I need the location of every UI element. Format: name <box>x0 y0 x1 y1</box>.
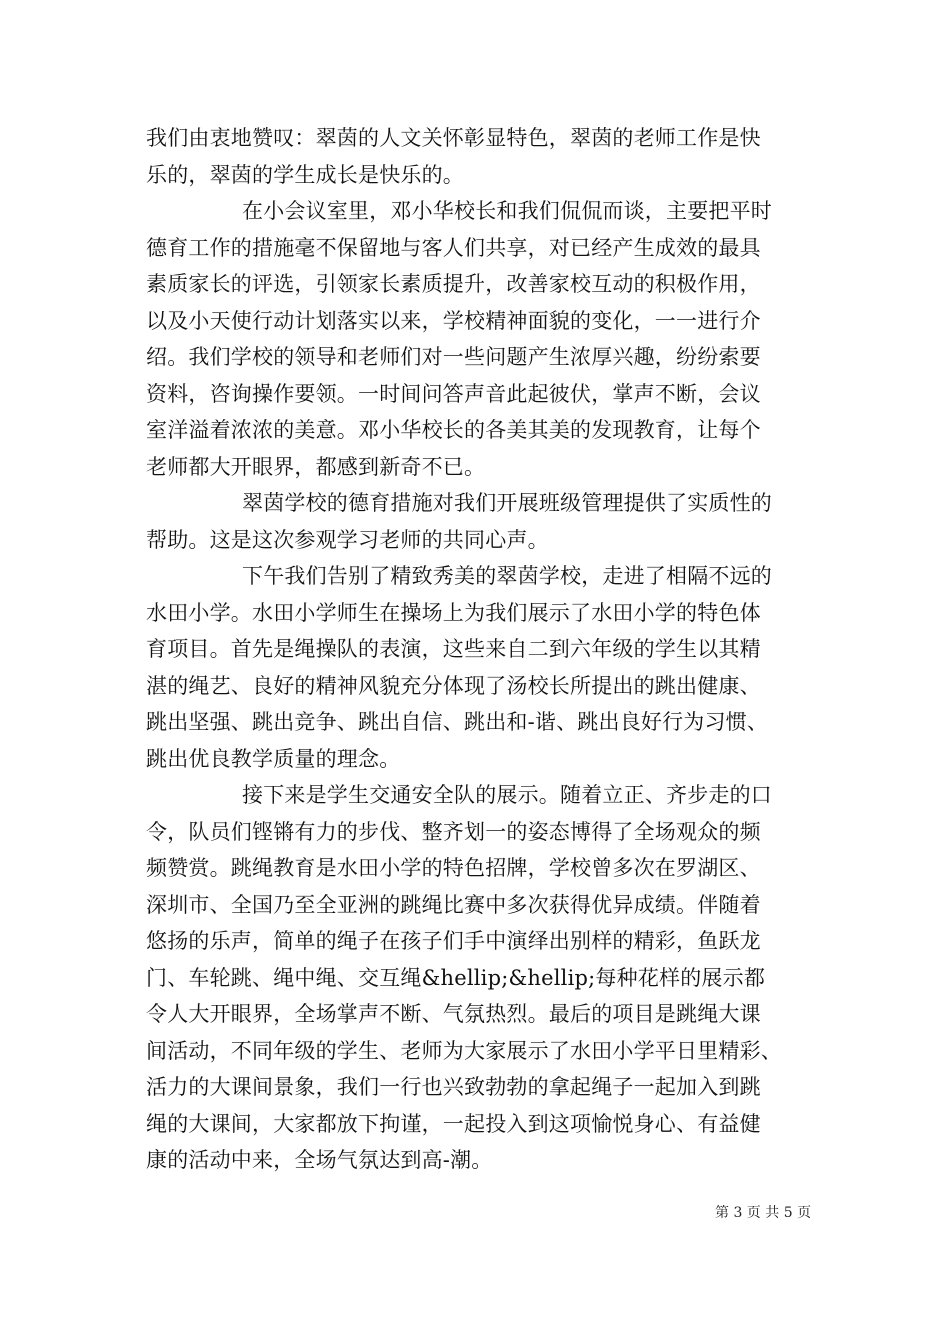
text-line: 间活动，不同年级的学生、老师为大家展示了水田小学平日里精彩、 <box>146 1038 782 1063</box>
text-line: 令人大开眼界，全场掌声不断、气氛热烈。最后的项目是跳绳大课 <box>146 1002 761 1026</box>
text-line: 水田小学。水田小学师生在操场上为我们展示了水田小学的特色体 <box>146 600 761 625</box>
page-number-footer: 第 3 页 共 5 页 <box>715 1205 812 1221</box>
paragraph-2 <box>146 193 826 485</box>
text-line: 跳出坚强、跳出竞争、跳出自信、跳出和-谐、跳出良好行为习惯、 <box>146 710 769 734</box>
text-line: 资料，咨询操作要领。一时间问答声音此起彼伏，掌声不断，会议 <box>146 381 761 406</box>
text-line: 老师都大开眼界，都感到新奇不已。 <box>146 454 486 479</box>
paragraph-1 <box>146 120 826 193</box>
text-line-indented: 在小会议室里，邓小华校长和我们侃侃而谈，主要把平时 <box>242 199 772 223</box>
document-body <box>146 120 826 1179</box>
paragraph-3 <box>146 485 826 558</box>
text-line: 以及小天使行动计划落实以来，学校精神面貌的变化，一一进行介 <box>146 308 761 333</box>
text-line: 门、车轮跳、绳中绳、交互绳&hellip;&hellip;每种花样的展示都 <box>146 965 766 990</box>
text-line: 德育工作的措施毫不保留地与客人们共享，对已经产生成效的最具 <box>146 235 761 260</box>
text-line: 素质家长的评选，引领家长素质提升，改善家校互动的积极作用， <box>146 272 761 296</box>
text-line-indented: 翠茵学校的德育措施对我们开展班级管理提供了实质性的 <box>242 491 772 515</box>
text-line: 乐的，翠茵的学生成长是快乐的。 <box>146 162 464 187</box>
text-line: 康的活动中来，全场气氛达到高-潮。 <box>146 1148 493 1172</box>
text-line: 育项目。首先是绳操队的表演，这些来自二到六年级的学生以其精 <box>146 637 761 661</box>
text-line: 室洋溢着浓浓的美意。邓小华校长的各美其美的发现教育，让每个 <box>146 418 761 442</box>
text-line: 帮助。这是这次参观学习老师的共同心声。 <box>146 527 549 552</box>
paragraph-4 <box>146 558 826 777</box>
text-line: 绍。我们学校的领导和老师们对一些问题产生浓厚兴趣，纷纷索要 <box>146 345 761 369</box>
text-line: 深圳市、全国乃至全亚洲的跳绳比赛中多次获得优异成绩。伴随着 <box>146 892 761 917</box>
text-line: 活力的大课间景象，我们一行也兴致勃勃的拿起绳子一起加入到跳 <box>146 1075 761 1099</box>
text-line-indented: 接下来是学生交通安全队的展示。随着立正、齐步走的口 <box>242 783 772 807</box>
text-line: 绳的大课间，大家都放下拘谨，一起投入到这项愉悦身心、有益健 <box>146 1111 761 1136</box>
text-line: 我们由衷地赞叹：翠茵的人文关怀彰显特色，翠茵的老师工作是快 <box>146 126 761 150</box>
paragraph-5 <box>146 777 826 1179</box>
text-line: 湛的绳艺、良好的精神风貌充分体现了汤校长所提出的跳出健康、 <box>146 673 761 698</box>
text-line: 悠扬的乐声，简单的绳子在孩子们手中演绎出别样的精彩，鱼跃龙 <box>146 929 761 953</box>
text-line: 频赞赏。跳绳教育是水田小学的特色招牌，学校曾多次在罗湖区、 <box>146 856 761 880</box>
text-line: 令，队员们铿锵有力的步伐、整齐划一的姿态博得了全场观众的频 <box>146 819 761 844</box>
text-line-indented: 下午我们告别了精致秀美的翠茵学校，走进了相隔不远的 <box>242 564 772 588</box>
text-line: 跳出优良教学质量的理念。 <box>146 746 401 771</box>
